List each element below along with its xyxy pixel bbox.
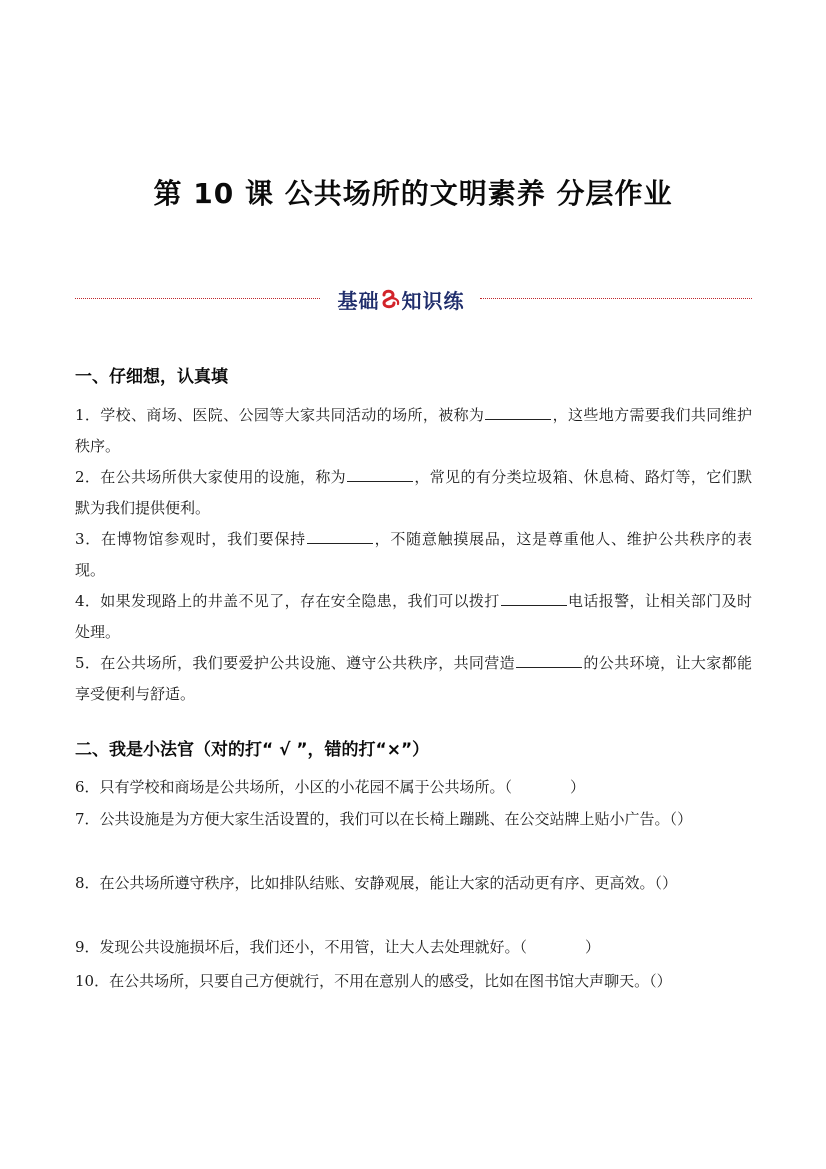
answer-blank[interactable] xyxy=(501,593,567,606)
question-text: 4．如果发现路上的井盖不见了，存在安全隐患，我们可以拨打 xyxy=(75,592,500,610)
banner-rule-left xyxy=(75,298,320,299)
answer-blank[interactable] xyxy=(516,655,582,668)
question-close: ） xyxy=(570,778,586,796)
question-1 xyxy=(75,400,752,462)
question-text: 的公共环境，让大家都能享受便利与舒适。 xyxy=(75,654,752,703)
section-heading-fill: 一、仔细想，认真填 xyxy=(75,367,228,387)
question-text: ，不随意触摸展品，这是尊重他人、维护公共秩序的表现。 xyxy=(75,530,752,579)
question-10 xyxy=(75,966,752,997)
question-text: 3．在博物馆参观时，我们要保持 xyxy=(75,530,306,548)
question-text: 5．在公共场所，我们要爱护公共设施、遵守公共秩序，共同营造 xyxy=(75,654,516,672)
question-text: 电话报警，让相关部门及时处理。 xyxy=(75,592,752,641)
question-5 xyxy=(75,648,752,710)
answer-blank[interactable] xyxy=(347,469,413,482)
question-2 xyxy=(75,462,752,524)
question-text: ，这些地方需要我们共同维护秩序。 xyxy=(75,406,752,455)
question-text: 10．在公共场所，只要自己方便就行，不用在意别人的感受，比如在图书馆大声聊天。（ xyxy=(75,972,657,990)
banner-rule-right xyxy=(480,298,752,299)
question-text: ，常见的有分类垃圾箱、休息椅、路灯等，它们默默为我们提供便利。 xyxy=(75,468,752,517)
banner-label-left: 基础 xyxy=(337,288,380,313)
page-title: 第 10 课 公共场所的文明素养 分层作业 xyxy=(153,177,673,210)
question-text: 6．只有学校和商场是公共场所，小区的小花园不属于公共场所。（ xyxy=(75,778,513,796)
question-close: ） xyxy=(677,810,693,828)
question-9 xyxy=(75,932,752,963)
question-8 xyxy=(75,868,752,899)
question-text: 8．在公共场所遵守秩序，比如排队结账、安静观展，能让大家的活动更有序、更高效。（ xyxy=(75,874,663,892)
question-text: 2．在公共场所供大家使用的设施，称为 xyxy=(75,468,347,486)
question-text: 9．发现公共设施损坏后，我们还小，不用管，让大人去处理就好。（ xyxy=(75,938,528,956)
section-banner xyxy=(75,284,752,314)
swirl-icon xyxy=(381,289,401,309)
question-text: 1．学校、商场、医院、公园等大家共同活动的场所，被称为 xyxy=(75,406,485,424)
section-heading-judge: 二、我是小法官（对的打“ √ ”，错的打“×”） xyxy=(75,740,430,760)
banner-label-right: 知识练 xyxy=(401,288,465,313)
question-4 xyxy=(75,586,752,648)
banner-label xyxy=(323,284,479,314)
question-3 xyxy=(75,524,752,586)
question-close: ） xyxy=(662,874,678,892)
question-6 xyxy=(75,772,752,803)
question-7 xyxy=(75,804,752,835)
question-close: ） xyxy=(656,972,672,990)
answer-blank[interactable] xyxy=(307,531,373,544)
question-text: 7．公共设施是为方便大家生活设置的，我们可以在长椅上蹦跳、在公交站牌上贴小广告。（ xyxy=(75,810,678,828)
answer-blank[interactable] xyxy=(485,407,551,420)
question-close: ） xyxy=(585,938,601,956)
